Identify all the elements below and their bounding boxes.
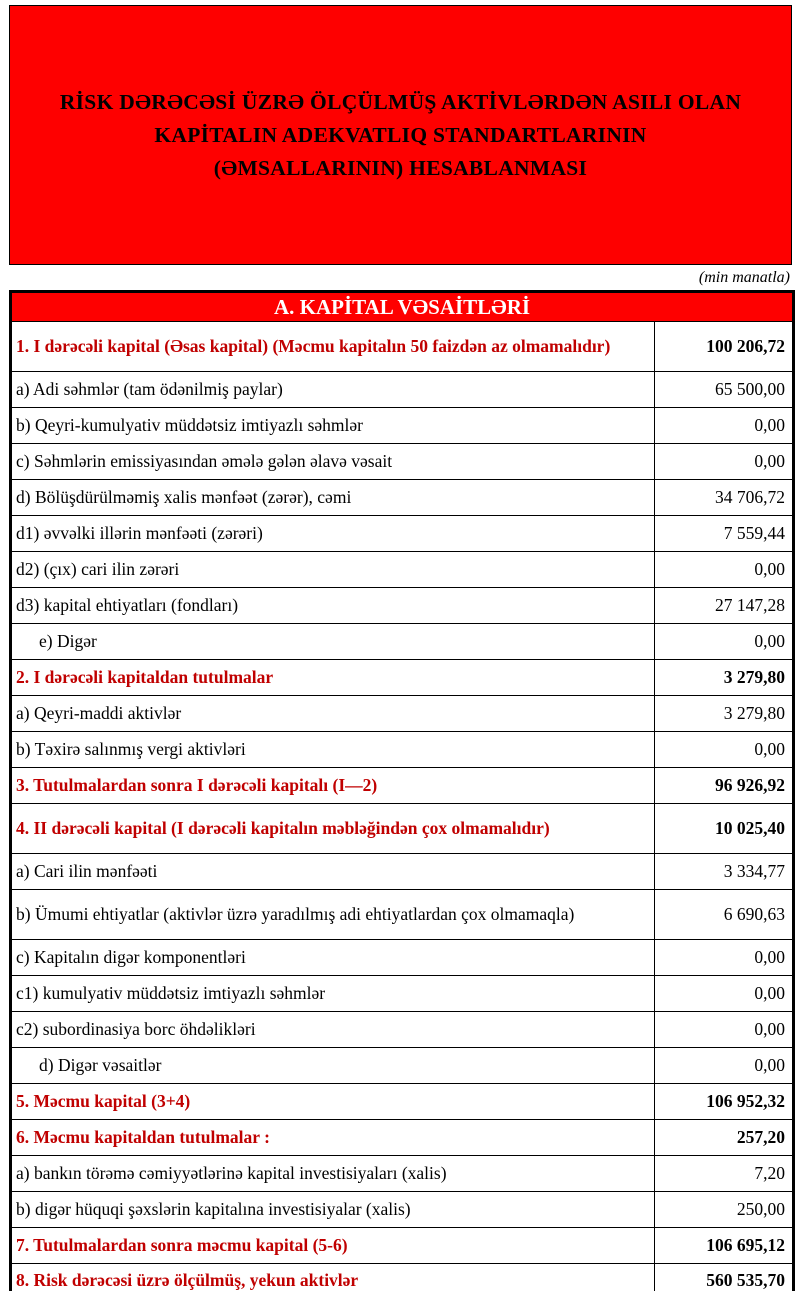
row-label: d2) (çıx) cari ilin zərəri [11,552,655,588]
row-label: c1) kumulyativ müddətsiz imtiyazlı səhmlər [11,976,655,1012]
table-row [11,1012,794,1048]
row-value: 96 926,92 [655,768,794,804]
row-label: 2. I dərəcəli kapitaldan tutulmalar [11,660,655,696]
row-label: d) Digər vəsaitlər [11,1048,655,1084]
row-label: c) Səhmlərin emissiyasından əmələ gələn əlavə vəsait [11,444,655,480]
row-label: c) Kapitalın digər komponentləri [11,940,655,976]
report-title-line-1: RİSK DƏRƏCƏSİ ÜZRƏ ÖLÇÜLMÜŞ AKTİVLƏRDƏN ASILI OLAN [59,89,742,114]
row-value: 106 695,12 [655,1228,794,1264]
table-row [11,1228,794,1264]
table-row [11,1084,794,1120]
row-value: 3 279,80 [655,660,794,696]
capital-table-body [11,322,794,1291]
row-value: 10 025,40 [655,804,794,854]
row-value: 0,00 [655,732,794,768]
row-label: 6. Məcmu kapitaldan tutulmalar : [11,1120,655,1156]
table-row [11,552,794,588]
table-row [11,1264,794,1291]
table-row [11,1120,794,1156]
report-title-line-3: (ƏMSALLARININ) HESABLANMASI [213,155,588,180]
row-value: 7 559,44 [655,516,794,552]
row-value: 0,00 [655,552,794,588]
row-label: d3) kapital ehtiyatları (fondları) [11,588,655,624]
row-label: c2) subordinasiya borc öhdəlikləri [11,1012,655,1048]
table-row [11,480,794,516]
row-label: 5. Məcmu kapital (3+4) [11,1084,655,1120]
row-value: 65 500,00 [655,372,794,408]
row-label: a) Cari ilin mənfəəti [11,854,655,890]
table-header-row [11,292,794,322]
row-label: b) digər hüquqi şəxslərin kapitalına investisiyalar (xalis) [11,1192,655,1228]
row-label: e) Digər [11,624,655,660]
table-row [11,940,794,976]
table-row [11,890,794,940]
table-row [11,660,794,696]
table-row [11,768,794,804]
row-label: 8. Risk dərəcəsi üzrə ölçülmüş, yekun aktivlər [11,1264,655,1291]
report-title-line-2: KAPİTALIN ADEKVATLIQ STANDARTLARININ [154,122,647,147]
row-label: 7. Tutulmalardan sonra məcmu kapital (5-6) [11,1228,655,1264]
row-value: 0,00 [655,408,794,444]
row-value: 0,00 [655,1012,794,1048]
table-row [11,444,794,480]
row-value: 106 952,32 [655,1084,794,1120]
capital-table [9,290,795,1291]
row-label: 1. I dərəcəli kapital (Əsas kapital) (Məcmu kapitalın 50 faizdən az olmamalıdır) [11,322,655,372]
row-value: 0,00 [655,444,794,480]
row-value: 250,00 [655,1192,794,1228]
row-label: d1) əvvəlki illərin mənfəəti (zərəri) [11,516,655,552]
table-row [11,1048,794,1084]
row-label: 4. II dərəcəli kapital (I dərəcəli kapitalın məbləğindən çox olmamalıdır) [11,804,655,854]
table-row [11,322,794,372]
report-title-banner [9,5,792,265]
row-label: b) Ümumi ehtiyatlar (aktivlər üzrə yaradılmış adi ehtiyatlardan çox olmamaqla) [11,890,655,940]
table-row [11,696,794,732]
row-value: 6 690,63 [655,890,794,940]
row-value: 0,00 [655,976,794,1012]
table-row [11,1156,794,1192]
row-label: b) Qeyri-kumulyativ müddətsiz imtiyazlı səhmlər [11,408,655,444]
table-row [11,976,794,1012]
table-row [11,624,794,660]
row-value: 0,00 [655,624,794,660]
unit-note: (min manatla) [698,269,790,286]
row-value: 100 206,72 [655,322,794,372]
row-label: a) Adi səhmlər (tam ödənilmiş paylar) [11,372,655,408]
row-value: 3 334,77 [655,854,794,890]
table-row [11,1192,794,1228]
row-value: 257,20 [655,1120,794,1156]
row-value: 7,20 [655,1156,794,1192]
row-label: 3. Tutulmalardan sonra I dərəcəli kapitalı (I—2) [11,768,655,804]
row-value: 27 147,28 [655,588,794,624]
row-value: 34 706,72 [655,480,794,516]
table-row [11,732,794,768]
row-value: 560 535,70 [655,1264,794,1291]
section-title: A. KAPİTAL VƏSAİTLƏRİ [11,292,794,322]
table-row [11,516,794,552]
table-row [11,588,794,624]
table-row [11,372,794,408]
row-label: d) Bölüşdürülməmiş xalis mənfəət (zərər), cəmi [11,480,655,516]
row-label: a) bankın törəmə cəmiyyətlərinə kapital investisiyaları (xalis) [11,1156,655,1192]
row-value: 0,00 [655,1048,794,1084]
table-row [11,854,794,890]
table-row [11,804,794,854]
row-label: b) Təxirə salınmış vergi aktivləri [11,732,655,768]
row-label: a) Qeyri-maddi aktivlər [11,696,655,732]
row-value: 3 279,80 [655,696,794,732]
row-value: 0,00 [655,940,794,976]
table-row [11,408,794,444]
